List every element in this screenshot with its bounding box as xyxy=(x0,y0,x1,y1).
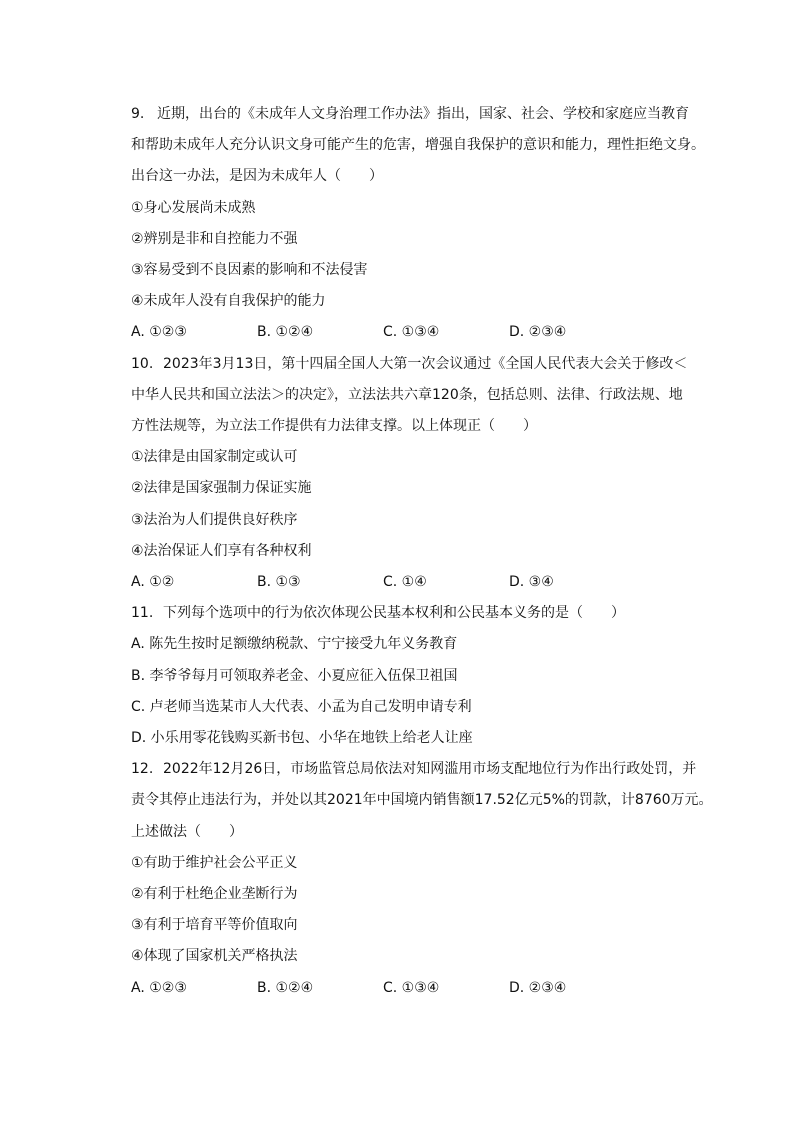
statement-item: ③容易受到不良因素的影响和不法侵害 xyxy=(131,262,368,279)
statement-item: ③法治为人们提供良好秩序 xyxy=(131,511,298,528)
question-number: 9. xyxy=(131,106,145,122)
statement-item: ③有利于培育平等价值取向 xyxy=(131,917,298,934)
statement-item: ①法律是由国家制定或认可 xyxy=(131,449,298,466)
option-a: A. ①②③ xyxy=(131,979,187,996)
question-stem-line: 中华人民共和国立法法＞的决定》，立法法共六章120条，包括总则、法律、行政法规、地 xyxy=(131,386,683,403)
question-9 xyxy=(131,99,711,349)
question-number: 11. xyxy=(131,605,154,622)
question-page xyxy=(131,99,711,1004)
question-number: 12. xyxy=(131,761,154,778)
question-stem-line: 10. 2023年3月13日，第十四届全国人大第一次会议通过《全国人民代表大会关于修改＜ xyxy=(131,349,711,380)
option-b: B. ①②④ xyxy=(257,979,314,996)
statement-item: ④体现了国家机关严格执法 xyxy=(131,948,298,965)
option-c: C. ①③④ xyxy=(383,324,440,341)
option-b: B. ①③ xyxy=(257,574,301,591)
question-stem-line: 和帮助未成年人充分认识文身可能产生的危害，增强自我保护的意识和能力，理性拒绝文身。 xyxy=(131,137,705,154)
statement-item: ②法律是国家强制力保证实施 xyxy=(131,480,312,497)
option-d: D. ②③④ xyxy=(509,324,567,341)
question-stem-line: 方性法规等，为立法工作提供有力法律支撑。以上体现正（ ） xyxy=(131,418,537,435)
answer-options xyxy=(131,317,711,348)
question-stem-line: 12. 2022年12月26日，市场监管总局依法对知网滥用市场支配地位行为作出行政处罚，并 xyxy=(131,754,711,785)
option-c: C. ①④ xyxy=(383,574,427,591)
statement-item: ④法治保证人们享有各种权利 xyxy=(131,542,312,559)
question-10 xyxy=(131,349,711,599)
statement-item: ①身心发展尚未成熟 xyxy=(131,199,256,216)
statement-item: ②有利于杜绝企业垄断行为 xyxy=(131,886,298,903)
question-stem-line: 责令其停止违法行为，并处以其2021年中国境内销售额17.52亿元5%的罚款，计8760万元。 xyxy=(131,792,713,809)
choice-item: D. 小乐用零花钱购买新书包、小华在地铁上给老人让座 xyxy=(131,730,473,747)
statement-item: ②辨别是非和自控能力不强 xyxy=(131,230,298,247)
option-b: B. ①②④ xyxy=(257,324,314,341)
question-stem-line: 出台这一办法，是因为未成年人（ ） xyxy=(131,168,383,185)
question-stem-line: 11. 下列每个选项中的行为依次体现公民基本权利和公民基本义务的是（ ） xyxy=(131,598,711,629)
choice-item: C. 卢老师当选某市人大代表、小孟为自己发明申请专利 xyxy=(131,698,472,715)
choice-item: B. 李爷爷每月可领取养老金、小夏应征入伍保卫祖国 xyxy=(131,667,458,684)
answer-options xyxy=(131,973,711,1004)
statement-item: ①有助于维护社会公平正义 xyxy=(131,854,298,871)
choice-item: A. 陈先生按时足额缴纳税款、宁宁接受九年义务教育 xyxy=(131,636,458,653)
question-11 xyxy=(131,598,711,754)
statement-item: ④未成年人没有自我保护的能力 xyxy=(131,293,326,310)
option-a: A. ①②③ xyxy=(131,324,187,341)
question-stem-line: 上述做法（ ） xyxy=(131,823,243,840)
option-d: D. ③④ xyxy=(509,574,554,591)
option-a: A. ①② xyxy=(131,574,175,591)
question-stem-line: 9. 近期，出台的《未成年人文身治理工作办法》指出，国家、社会、学校和家庭应当教育 xyxy=(131,99,711,130)
question-number: 10. xyxy=(131,355,154,372)
option-c: C. ①③④ xyxy=(383,979,440,996)
answer-options xyxy=(131,567,711,598)
question-12 xyxy=(131,754,711,1004)
option-d: D. ②③④ xyxy=(509,979,567,996)
